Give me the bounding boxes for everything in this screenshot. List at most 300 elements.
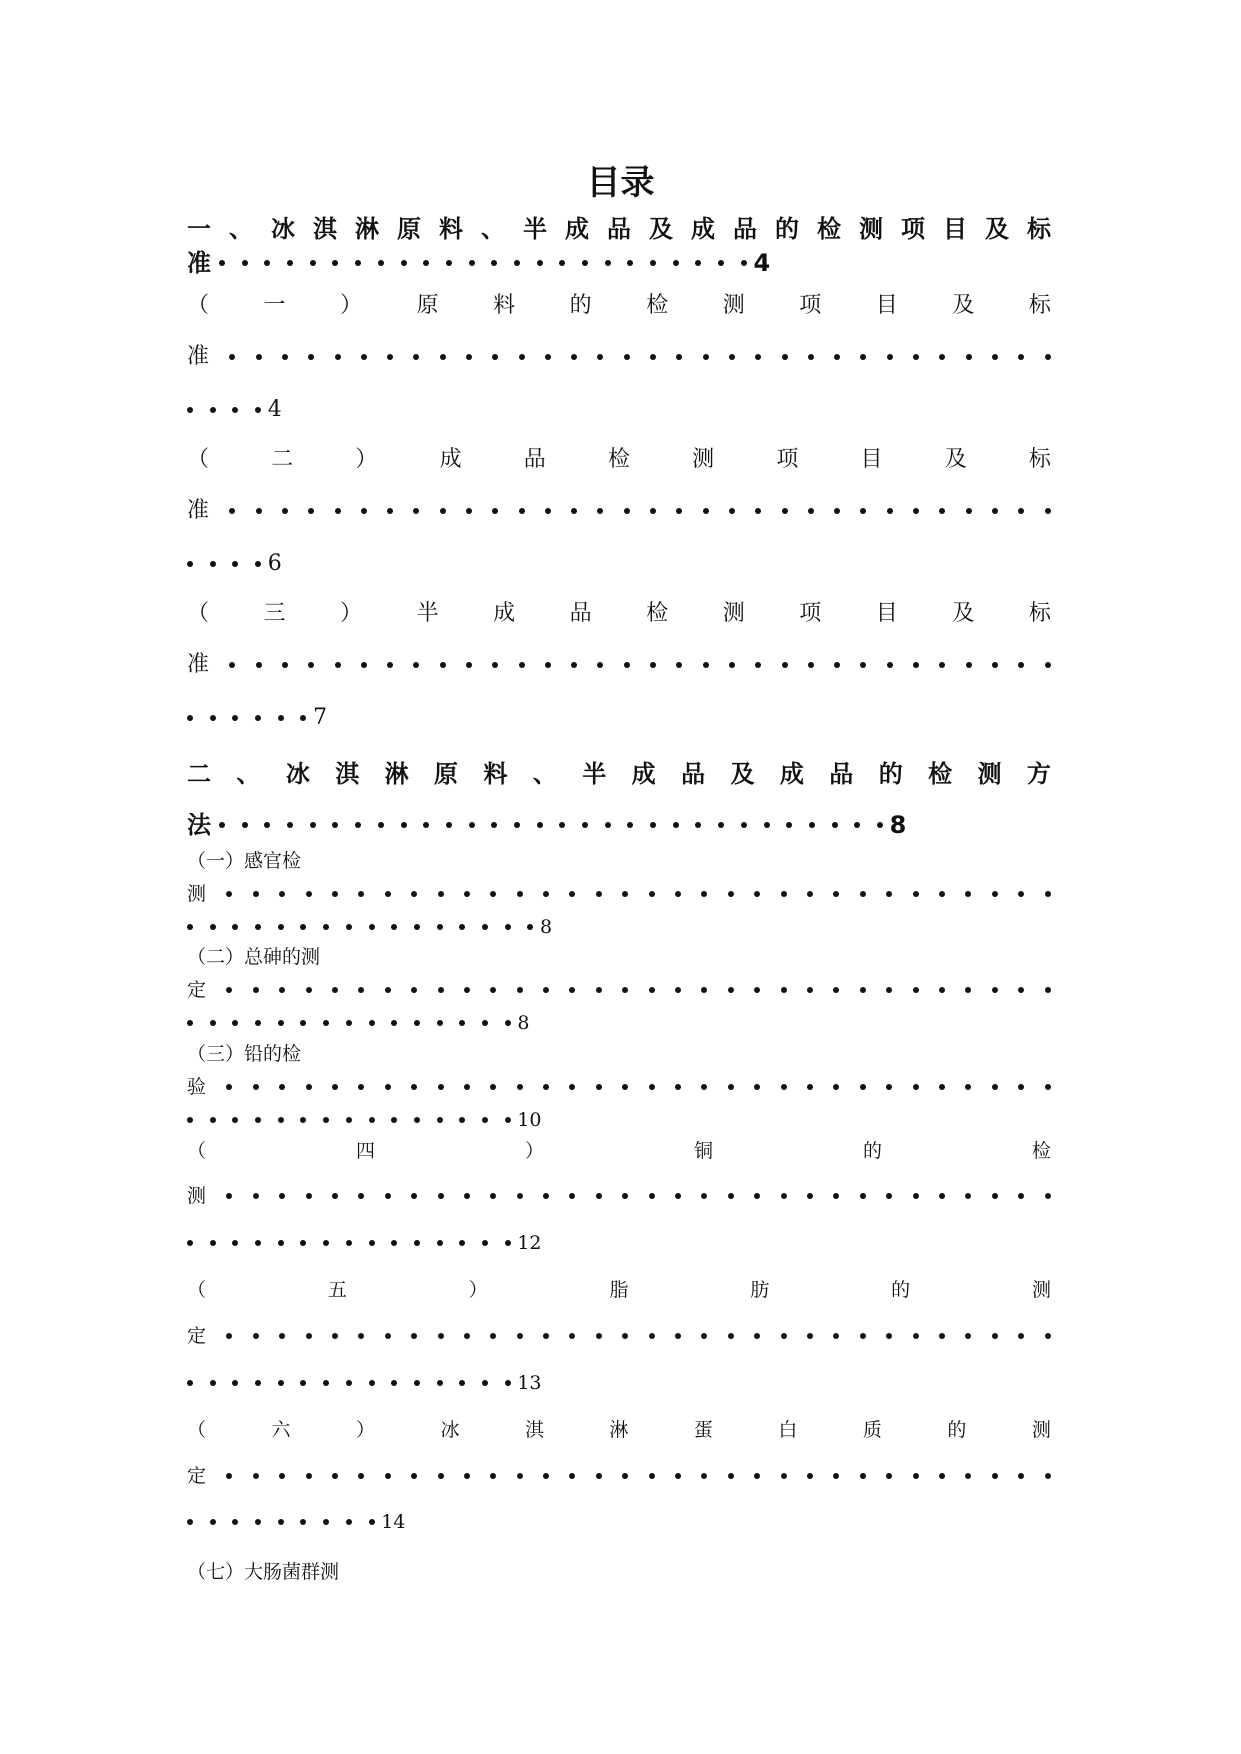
leader-dot <box>438 987 444 993</box>
leader-dot <box>482 1117 488 1123</box>
toc-char: ） <box>340 601 363 626</box>
leader-dot <box>264 822 270 828</box>
toc-lead-char: 定 <box>187 979 207 1001</box>
leader-dot <box>808 508 814 514</box>
toc-char: 肪 <box>750 1279 770 1301</box>
leader-dot <box>596 1473 602 1479</box>
leader-dot <box>369 924 375 930</box>
leader-dot <box>438 891 444 897</box>
leader-dot <box>391 1020 397 1026</box>
leader-dot <box>517 1193 523 1199</box>
leader-dot <box>232 924 238 930</box>
leader-dot <box>754 891 760 897</box>
leader-dot <box>1018 1193 1024 1199</box>
toc-char: 品 <box>607 215 631 243</box>
leader-dot <box>781 1473 787 1479</box>
toc-entry-2-3-line1: （三）铅的检 <box>187 1043 302 1065</box>
leader-dot <box>887 662 893 668</box>
toc-char: 的 <box>947 1419 967 1441</box>
toc-char: 淋 <box>355 215 379 243</box>
leader-dot <box>781 1333 787 1339</box>
toc-lead-char: 测 <box>187 883 207 905</box>
leader-dot <box>482 1380 488 1386</box>
page-number: 13 <box>517 1372 542 1394</box>
leader-dot <box>482 924 488 930</box>
leader-dot <box>459 1240 465 1246</box>
page-number: 8 <box>889 811 907 839</box>
leader-dot <box>466 354 472 360</box>
toc-entry-2-6-line1 <box>187 1413 1051 1447</box>
leader-dot <box>545 662 551 668</box>
leader-dot <box>676 354 682 360</box>
toc-entry-2-5-line3 <box>187 1366 1051 1400</box>
toc-entry-2-1-line1: （一）感官检 <box>187 850 302 872</box>
leader-dot <box>310 260 316 266</box>
leader-dot <box>437 1380 443 1386</box>
leader-dot <box>622 1084 628 1090</box>
toc-char: 标 <box>1028 601 1051 626</box>
toc-char: 目 <box>860 447 883 472</box>
leader-dot <box>253 891 259 897</box>
toc-char: 原 <box>434 760 459 788</box>
toc-char: 目 <box>875 293 898 318</box>
leader-dot <box>596 1193 602 1199</box>
leader-dot <box>232 561 238 567</box>
leader-dot <box>232 1519 238 1525</box>
leader-dot <box>649 1193 655 1199</box>
toc-entry-2-4-line2 <box>187 1179 1051 1213</box>
leader-dot <box>649 1333 655 1339</box>
leader-dot <box>569 1333 575 1339</box>
leader-dot <box>939 1193 945 1199</box>
leader-dot <box>543 1473 549 1479</box>
leader-dot <box>545 508 551 514</box>
leader-dot <box>306 1084 312 1090</box>
toc-entry-2-1-line2 <box>187 877 1051 911</box>
leader-dot <box>440 662 446 668</box>
leader-dot <box>469 822 475 828</box>
leader-dot <box>807 1193 813 1199</box>
leader-dot <box>701 891 707 897</box>
leader-dot <box>833 1333 839 1339</box>
leader-dot <box>385 1473 391 1479</box>
leader-dot <box>490 891 496 897</box>
leader-dot <box>569 1473 575 1479</box>
leader-dot <box>650 260 656 266</box>
toc-entry-2-2-line1: （二）总砷的测 <box>187 946 321 968</box>
leader-dot <box>187 561 193 567</box>
leader-dot <box>543 891 549 897</box>
leader-dot <box>308 662 314 668</box>
leader-dot <box>287 260 293 266</box>
toc-char: 淋 <box>384 760 409 788</box>
leader-dot <box>459 1117 465 1123</box>
leader-dot <box>886 1473 892 1479</box>
leader-dot <box>226 1084 232 1090</box>
toc-char: 脂 <box>609 1279 629 1301</box>
toc-char: 品 <box>829 760 854 788</box>
leader-dot <box>582 260 588 266</box>
toc-char: 五 <box>327 1279 347 1301</box>
toc-char: 料 <box>493 293 516 318</box>
leader-dot <box>650 662 656 668</box>
leader-dot <box>414 1380 420 1386</box>
leader-dot <box>242 260 248 266</box>
leader-dot <box>355 822 361 828</box>
leader-dot <box>517 1333 523 1339</box>
toc-char: 目 <box>943 215 967 243</box>
toc-char: 的 <box>878 760 903 788</box>
leader-dot <box>514 822 520 828</box>
toc-entry-2-6-line2 <box>187 1459 1051 1493</box>
leader-dot <box>464 891 470 897</box>
leader-dot <box>306 891 312 897</box>
leader-dot <box>887 354 893 360</box>
leader-dot <box>676 662 682 668</box>
leader-dot <box>308 508 314 514</box>
leader-dot <box>232 1020 238 1026</box>
toc-entry-2-4-line3 <box>187 1226 1051 1260</box>
toc-char: 蛋 <box>693 1419 713 1441</box>
leader-dot <box>226 1473 232 1479</box>
leader-dot <box>492 508 498 514</box>
leader-dot <box>459 1380 465 1386</box>
leader-dot <box>754 987 760 993</box>
leader-dot <box>358 1333 364 1339</box>
leader-dot <box>253 1193 259 1199</box>
leader-dot <box>754 1473 760 1479</box>
toc-char: 一 <box>187 215 211 243</box>
leader-dot <box>187 924 193 930</box>
toc-char: 测 <box>722 601 745 626</box>
toc-char: 方 <box>1026 760 1051 788</box>
toc-char: 项 <box>799 601 822 626</box>
leader-dot <box>703 354 709 360</box>
leader-dot <box>332 1084 338 1090</box>
leader-dot <box>781 891 787 897</box>
leader-dot <box>187 715 193 721</box>
toc-char: 测 <box>1031 1419 1051 1441</box>
leader-dot <box>346 924 352 930</box>
leader-dot <box>992 662 998 668</box>
leader-dot <box>877 822 883 828</box>
leader-dot <box>701 1333 707 1339</box>
leader-dot <box>913 354 919 360</box>
toc-char: 检 <box>817 215 841 243</box>
leader-dot <box>255 1117 261 1123</box>
leader-dot <box>369 1117 375 1123</box>
leader-dot <box>335 354 341 360</box>
leader-dot <box>1018 987 1024 993</box>
leader-dot <box>413 662 419 668</box>
leader-dot <box>210 1020 216 1026</box>
leader-dot <box>459 924 465 930</box>
leader-dot <box>187 1380 193 1386</box>
leader-dot <box>965 1333 971 1339</box>
leader-dot <box>913 1193 919 1199</box>
leader-dot <box>860 1473 866 1479</box>
toc-char: 的 <box>891 1279 911 1301</box>
leader-dot <box>446 260 452 266</box>
toc-char: 目 <box>875 601 898 626</box>
leader-dot <box>701 1473 707 1479</box>
toc-char: 六 <box>271 1419 291 1441</box>
leader-dot <box>913 987 919 993</box>
leader-dot <box>358 987 364 993</box>
toc-char: （ <box>187 1140 207 1162</box>
leader-dot <box>965 1473 971 1479</box>
leader-dot <box>414 1240 420 1246</box>
leader-dot <box>1045 1473 1051 1479</box>
toc-lead-char: 准 <box>187 344 210 369</box>
leader-dot <box>464 1084 470 1090</box>
toc-char: 、 <box>229 215 253 243</box>
leader-dot <box>807 1084 813 1090</box>
toc-char: 三 <box>263 601 286 626</box>
leader-dot <box>913 1084 919 1090</box>
leader-dot <box>913 1333 919 1339</box>
toc-char: 测 <box>1031 1279 1051 1301</box>
toc-char: 冰 <box>285 760 310 788</box>
toc-lead-char: 验 <box>187 1076 207 1098</box>
leader-dot <box>597 508 603 514</box>
leader-dot <box>992 508 998 514</box>
toc-char: 项 <box>901 215 925 243</box>
leader-dot <box>346 1380 352 1386</box>
leader-dot <box>232 1117 238 1123</box>
toc-char: 原 <box>416 293 439 318</box>
leader-dot <box>728 1084 734 1090</box>
leader-dot <box>992 891 998 897</box>
leader-dot <box>438 1473 444 1479</box>
leader-dot <box>809 822 815 828</box>
toc-char: 、 <box>481 215 505 243</box>
toc-entry-2-2-line3 <box>187 1006 1051 1040</box>
leader-dot <box>627 822 633 828</box>
leader-dot <box>459 1020 465 1026</box>
toc-char: 质 <box>862 1419 882 1441</box>
leader-dot <box>437 1117 443 1123</box>
leader-dot <box>992 987 998 993</box>
toc-char: 的 <box>862 1140 882 1162</box>
leader-dot <box>673 822 679 828</box>
leader-dot <box>718 260 724 266</box>
leader-dot <box>505 1117 511 1123</box>
leader-dot <box>965 987 971 993</box>
leader-dot <box>253 987 259 993</box>
toc-char: 品 <box>733 215 757 243</box>
page-number: 4 <box>753 249 771 277</box>
leader-dot <box>358 1193 364 1199</box>
leader-dot <box>939 891 945 897</box>
leader-dot <box>781 1084 787 1090</box>
leader-dot <box>387 354 393 360</box>
leader-dot <box>729 354 735 360</box>
leader-dot <box>385 891 391 897</box>
leader-dot <box>514 260 520 266</box>
leader-dot <box>323 1020 329 1026</box>
leader-dot <box>369 1020 375 1026</box>
leader-dot <box>279 987 285 993</box>
leader-dot <box>287 822 293 828</box>
leader-dot <box>335 508 341 514</box>
leader-dot <box>358 891 364 897</box>
leader-dot <box>854 822 860 828</box>
toc-lead-char: 准 <box>187 652 210 677</box>
leader-dot <box>596 1084 602 1090</box>
leader-dot <box>226 1193 232 1199</box>
leader-dot <box>210 407 216 413</box>
leader-dot <box>754 1193 760 1199</box>
leader-dot <box>306 1473 312 1479</box>
leader-dot <box>1045 987 1051 993</box>
leader-dot <box>226 987 232 993</box>
leader-dot <box>440 354 446 360</box>
leader-dot <box>358 1084 364 1090</box>
leader-dot <box>781 987 787 993</box>
leader-dot <box>278 924 284 930</box>
toc-entry-2-1-line3 <box>187 910 1051 944</box>
toc-char: 铜 <box>693 1140 713 1162</box>
page-number: 14 <box>381 1511 406 1533</box>
leader-dot <box>232 715 238 721</box>
leader-dot <box>466 508 472 514</box>
leader-dot <box>282 662 288 668</box>
leader-dot <box>437 924 443 930</box>
toc-char: 及 <box>944 447 967 472</box>
leader-dot <box>1018 1084 1024 1090</box>
leader-dot <box>300 715 306 721</box>
leader-dot <box>411 1473 417 1479</box>
toc-char: （ <box>187 1279 207 1301</box>
leader-dot <box>807 1333 813 1339</box>
leader-dot <box>278 1117 284 1123</box>
leader-dot <box>782 662 788 668</box>
leader-dot <box>624 354 630 360</box>
leader-dot <box>543 1084 549 1090</box>
leader-dot <box>210 1519 216 1525</box>
toc-entry-2-6-line3 <box>187 1505 1051 1539</box>
leader-dot <box>187 1240 193 1246</box>
leader-dot <box>219 822 225 828</box>
leader-dot <box>232 1240 238 1246</box>
leader-dot <box>701 1084 707 1090</box>
leader-dot <box>279 1193 285 1199</box>
toc-entry-1-2-line2 <box>187 494 1051 528</box>
leader-dot <box>346 1519 352 1525</box>
leader-dot <box>187 1117 193 1123</box>
leader-dot <box>1045 508 1051 514</box>
leader-dot <box>834 662 840 668</box>
leader-dot <box>411 891 417 897</box>
page-number: 6 <box>267 551 282 576</box>
leader-dot <box>860 1084 866 1090</box>
toc-char: ） <box>355 447 378 472</box>
leader-dot <box>300 1380 306 1386</box>
leader-dot <box>1045 662 1051 668</box>
leader-dot <box>833 891 839 897</box>
leader-dot <box>649 1084 655 1090</box>
toc-entry-1-2-line1 <box>187 443 1051 477</box>
leader-dot <box>219 260 225 266</box>
leader-dot <box>282 354 288 360</box>
toc-entry-1-1-line1 <box>187 289 1051 323</box>
toc-char: 成 <box>493 601 516 626</box>
leader-dot <box>728 891 734 897</box>
toc-char: 半 <box>582 760 607 788</box>
leader-dot <box>622 987 628 993</box>
leader-dot <box>332 260 338 266</box>
leader-dot <box>391 1117 397 1123</box>
leader-dot <box>492 662 498 668</box>
leader-dot <box>675 1193 681 1199</box>
leader-dot <box>569 1193 575 1199</box>
leader-dot <box>255 1380 261 1386</box>
leader-dot <box>226 891 232 897</box>
leader-dot <box>965 891 971 897</box>
leader-dot <box>1018 1333 1024 1339</box>
leader-dot <box>517 987 523 993</box>
leader-dot <box>300 1117 306 1123</box>
leader-dot <box>728 987 734 993</box>
leader-dot <box>754 1333 760 1339</box>
leader-dot <box>256 662 262 668</box>
leader-dot <box>187 407 193 413</box>
toc-char: 成 <box>691 215 715 243</box>
leader-dot <box>1045 891 1051 897</box>
leader-dot <box>385 1084 391 1090</box>
leader-dot <box>282 508 288 514</box>
leader-dot <box>650 354 656 360</box>
toc-char: 原 <box>397 215 421 243</box>
leader-dot <box>519 662 525 668</box>
leader-dot <box>306 1333 312 1339</box>
leader-dot <box>1018 354 1024 360</box>
leader-dot <box>438 1333 444 1339</box>
leader-dot <box>624 508 630 514</box>
leader-dot <box>519 508 525 514</box>
leader-dot <box>1045 1333 1051 1339</box>
leader-dot <box>256 354 262 360</box>
leader-dot <box>627 260 633 266</box>
page-number: 4 <box>267 397 282 422</box>
leader-dot <box>369 1240 375 1246</box>
toc-char: 检 <box>607 447 630 472</box>
toc-heading-2-line2 <box>187 808 1051 842</box>
toc-char: （ <box>187 447 210 472</box>
leader-dot <box>754 1084 760 1090</box>
leader-dot <box>729 508 735 514</box>
leader-dot <box>346 1117 352 1123</box>
toc-char: 检 <box>646 293 669 318</box>
page-number: 8 <box>517 1012 530 1034</box>
leader-dot <box>676 508 682 514</box>
leader-dot <box>939 987 945 993</box>
leader-dot <box>543 1193 549 1199</box>
leader-dot <box>728 1473 734 1479</box>
leader-dot <box>741 822 747 828</box>
leader-dot <box>675 987 681 993</box>
leader-dot <box>437 1020 443 1026</box>
leader-dot <box>210 1240 216 1246</box>
leader-dot <box>764 822 770 828</box>
leader-dot <box>537 822 543 828</box>
leader-dot <box>332 1333 338 1339</box>
leader-dot <box>391 1380 397 1386</box>
toc-char: 冰 <box>271 215 295 243</box>
leader-dot <box>323 1380 329 1386</box>
leader-dot <box>807 987 813 993</box>
